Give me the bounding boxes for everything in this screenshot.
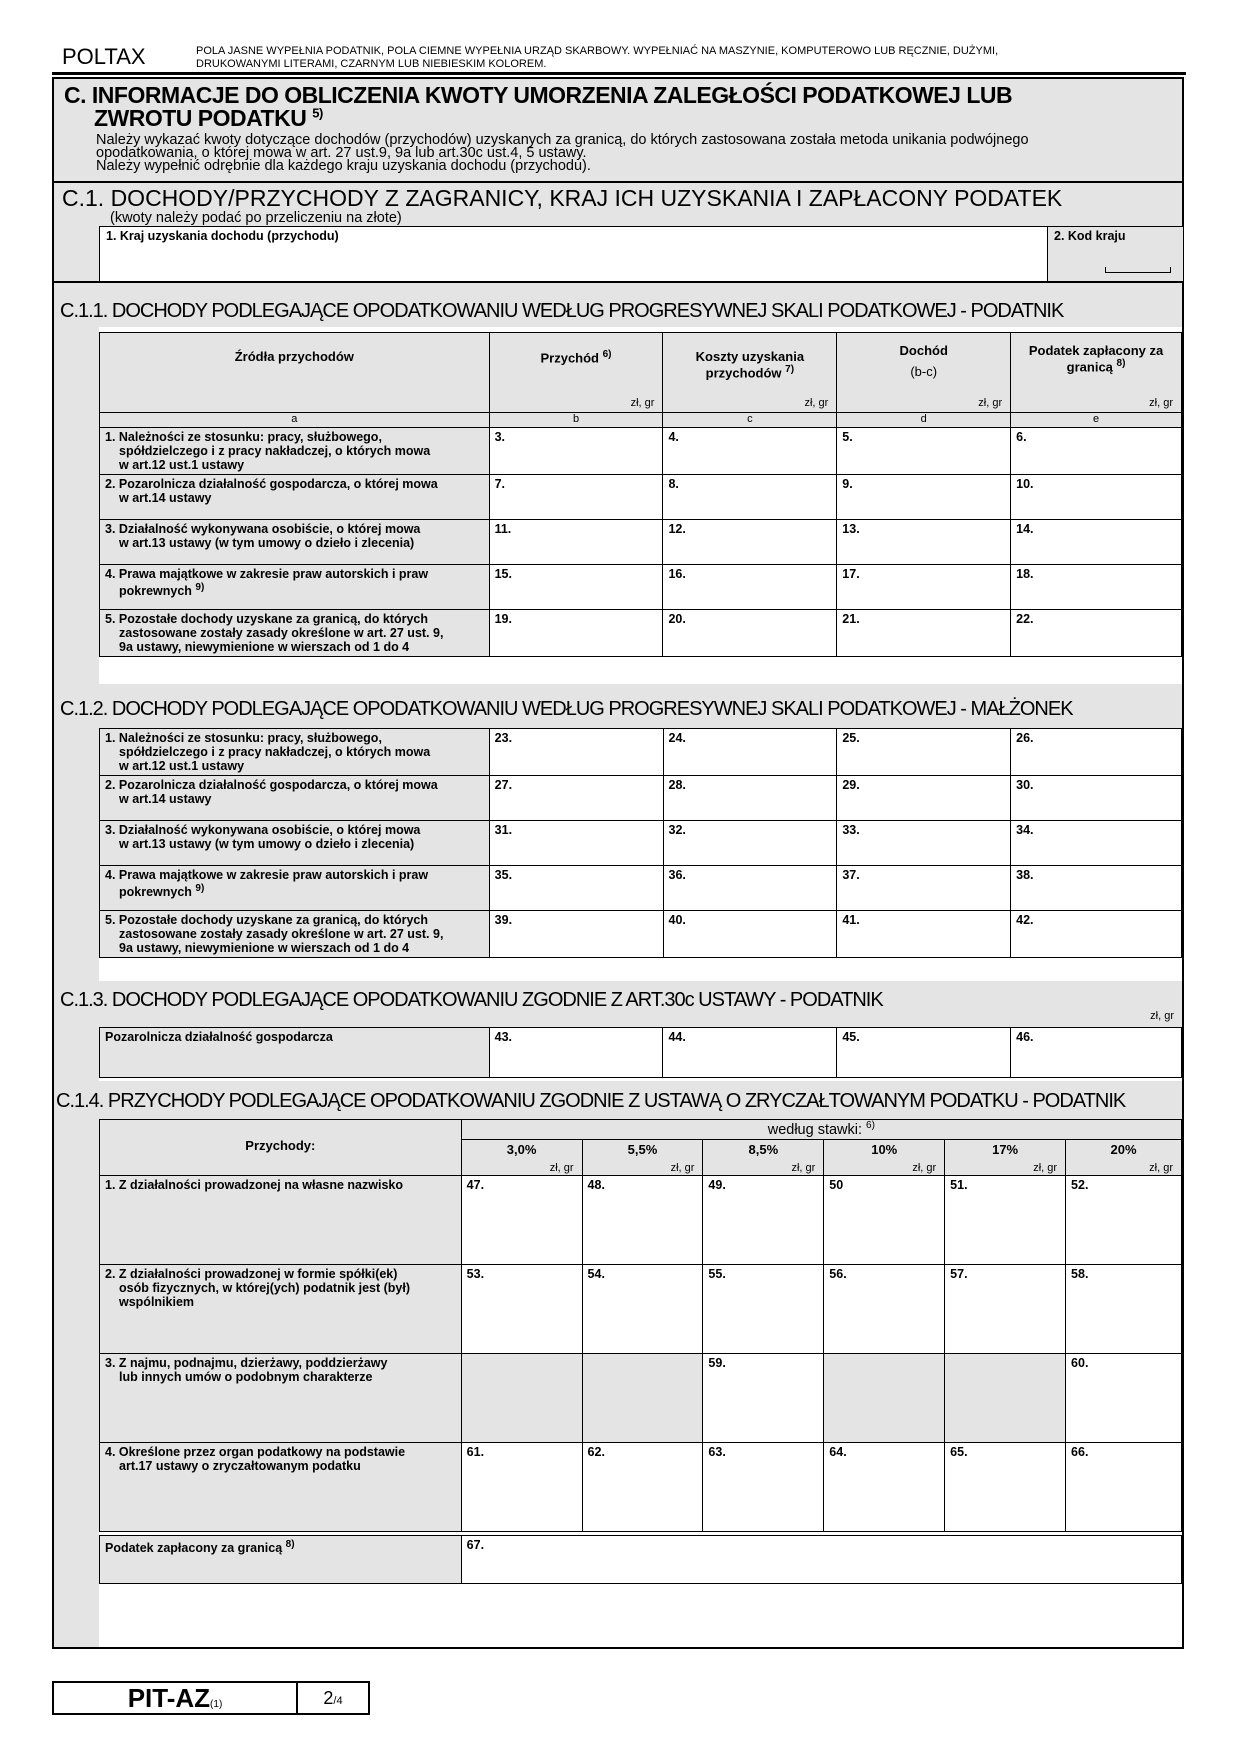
instruction-line-1: POLA JASNE WYPEŁNIA PODATNIK, POLA CIEMNE WYPEŁNIA URZĄD SKARBOWY. WYPEŁNIAĆ NA MASZYNIE, KOMPUTEROWO LUB RĘCZNIE, DUŻYMI, xyxy=(196,45,999,57)
input-cell[interactable]: 29. xyxy=(837,776,1011,821)
row-label-line: art.17 ustawy o zryczałtowanym podatku xyxy=(119,1459,361,1473)
rate-column-header xyxy=(461,1140,582,1176)
row-label xyxy=(100,729,490,776)
row-label-line: 2. Pozarolnicza działalność gospodarcza, o której mowa xyxy=(105,778,438,792)
table-row xyxy=(100,729,1182,776)
form-footer xyxy=(52,1681,370,1715)
row-label-line: 4. Prawa majątkowe w zakresie praw autorskich i praw xyxy=(105,868,429,882)
col-header-revenue xyxy=(489,333,663,413)
section-c11-title: C.1.1. DOCHODY PODLEGAJĄCE OPODATKOWANIU WEDŁUG PROGRESYWNEJ SKALI PODATKOWEJ - PODATNIK xyxy=(60,300,1064,322)
input-cell[interactable]: 19. xyxy=(489,610,663,657)
row-label xyxy=(100,866,490,911)
row-label xyxy=(100,428,490,475)
row-label xyxy=(100,610,490,657)
zl-gr-label: zł, gr xyxy=(912,1162,937,1174)
country-code-boxes xyxy=(1105,267,1171,273)
input-cell[interactable]: 65. xyxy=(945,1443,1066,1532)
revenues-label: Przychody: xyxy=(245,1138,316,1153)
footnote-ref: 7) xyxy=(785,364,795,375)
row-label xyxy=(100,565,490,610)
section-c12-band xyxy=(54,684,1182,728)
form-name: PIT-AZ xyxy=(127,1683,211,1713)
section-c11-band xyxy=(54,283,1182,327)
rate-label: 3,0% xyxy=(506,1142,537,1157)
input-cell[interactable]: 55. xyxy=(703,1265,824,1354)
zl-gr-label: zł, gr xyxy=(630,397,655,409)
row-label xyxy=(100,911,490,958)
table-row xyxy=(100,1354,1182,1443)
row-label-line: 3. Działalność wykonywana osobiście, o której mowa xyxy=(105,823,421,837)
rate-label: 20% xyxy=(1110,1142,1137,1157)
desc-line-3: Należy wypełnić odrębnie dla każdego kraju uzyskania dochodu (przychodu). xyxy=(96,158,591,174)
col-header-foreign-tax xyxy=(1011,333,1182,413)
row-label-line: pokrewnych xyxy=(119,584,192,599)
row-label-line: zastosowane zostały zasady określone w art. 27 ust. 9, xyxy=(119,927,444,941)
input-cell[interactable]: 21. xyxy=(837,610,1011,657)
row-label-line: 9a ustawy, niewymienione w wierszach od 1 do 4 xyxy=(119,640,410,654)
input-cell[interactable]: 54. xyxy=(582,1265,703,1354)
row-label-line: zastosowane zostały zasady określone w art. 27 ust. 9, xyxy=(119,626,444,640)
row-label-line: 3. Z najmu, podnajmu, dzierżawy, poddzierżawy xyxy=(105,1356,388,1370)
poltax-logo: POLTAX xyxy=(62,44,146,69)
input-cell[interactable]: 61. xyxy=(461,1443,582,1532)
table-row xyxy=(100,1536,1182,1584)
input-cell[interactable]: 28. xyxy=(663,776,837,821)
table-row xyxy=(100,565,1182,610)
col-d-label: Dochód xyxy=(899,343,948,358)
c14-rows xyxy=(100,1176,1182,1532)
row-label-line: spółdzielczego i z pracy nakładczej, o których mowa xyxy=(119,745,431,759)
input-cell[interactable]: 15. xyxy=(489,565,663,610)
footnote-ref: 6) xyxy=(602,349,612,360)
row-label-line: 2. Z działalności prowadzonej w formie spółki(ek) xyxy=(105,1267,398,1281)
zl-gr-label: zł, gr xyxy=(1150,1010,1174,1022)
c11-rows xyxy=(100,428,1182,657)
col-e-label-1: Podatek zapłacony za xyxy=(1028,343,1164,358)
section-c-title-line2 xyxy=(94,105,323,132)
form-variant: (1) xyxy=(210,1699,223,1710)
row-label xyxy=(100,821,490,866)
col-letter: a xyxy=(100,413,490,428)
foreign-tax-text: Podatek zapłacony za granicą xyxy=(105,1541,283,1556)
input-cell[interactable]: 31. xyxy=(489,821,663,866)
input-cell xyxy=(582,1354,703,1443)
col-header-sources xyxy=(100,333,490,413)
col-b-label: Przychód xyxy=(540,350,599,366)
input-cell[interactable]: 64. xyxy=(824,1443,945,1532)
zl-gr-label: zł, gr xyxy=(670,1162,695,1174)
input-cell[interactable]: 66. xyxy=(1066,1443,1182,1532)
row-label-line: lub innych umów o podobnym charakterze xyxy=(119,1370,373,1384)
row-label-line: w art.12 ust.1 ustawy xyxy=(119,759,245,773)
footnote-ref: 5) xyxy=(312,105,323,121)
input-cell[interactable]: 34. xyxy=(1011,821,1182,866)
section-c-title-text: ZWROTU PODATKU xyxy=(94,105,307,131)
col-a-label: Źródła przychodów xyxy=(234,349,354,364)
table-row xyxy=(100,1028,1182,1078)
input-cell[interactable]: 53. xyxy=(461,1265,582,1354)
row-label xyxy=(100,776,490,821)
page-current: 2 xyxy=(323,1688,334,1708)
input-cell[interactable]: 25. xyxy=(837,729,1011,776)
zl-gr-label: zł, gr xyxy=(791,1162,816,1174)
row-label xyxy=(100,1443,462,1532)
input-cell[interactable]: 50 xyxy=(824,1176,945,1265)
section-c14-title: C.1.4. PRZYCHODY PODLEGAJĄCE OPODATKOWANIU ZGODNIE Z USTAWĄ O ZRYCZAŁTOWANYM PODATKU - PODATNIK xyxy=(56,1090,1126,1112)
section-c-header xyxy=(54,79,1182,183)
input-cell xyxy=(461,1354,582,1443)
country-code-label: 2. Kod kraju xyxy=(1054,229,1126,243)
section-c12-title: C.1.2. DOCHODY PODLEGAJĄCE OPODATKOWANIU WEDŁUG PROGRESYWNEJ SKALI PODATKOWEJ - MAŁŻONEK xyxy=(60,698,1073,720)
fill-instructions xyxy=(196,45,1156,71)
table-row xyxy=(100,1176,1182,1265)
input-cell[interactable]: 4. xyxy=(663,428,837,475)
col-header-income xyxy=(837,333,1011,413)
desc-line-2: opodatkowania, o której mowa w art. 27 ust.9, 9a lub art.30c ust.4, 5 ustawy. xyxy=(96,145,587,161)
footnote-ref: 9) xyxy=(195,883,205,894)
country-code-field xyxy=(1048,227,1183,281)
input-cell[interactable]: 38. xyxy=(1011,866,1182,911)
section-c-description xyxy=(96,134,1029,173)
input-cell[interactable]: 43. xyxy=(489,1028,663,1078)
col-e-label-2: granicą xyxy=(1066,359,1113,375)
rate-label: 8,5% xyxy=(748,1142,779,1157)
input-cell[interactable]: 45. xyxy=(837,1028,1011,1078)
row-label-line: 3. Działalność wykonywana osobiście, o której mowa xyxy=(105,522,421,536)
rate-column-header xyxy=(703,1140,824,1176)
row-label: Pozarolnicza działalność gospodarcza xyxy=(100,1028,490,1078)
table-row xyxy=(100,776,1182,821)
input-cell[interactable]: 26. xyxy=(1011,729,1182,776)
input-cell[interactable]: 39. xyxy=(489,911,663,958)
input-cell[interactable]: 63. xyxy=(703,1443,824,1532)
rates-header-text: według stawki: xyxy=(767,1121,863,1138)
country-name-field[interactable] xyxy=(100,227,1048,281)
input-cell[interactable]: 62. xyxy=(582,1443,703,1532)
zl-gr-label: zł, gr xyxy=(549,1162,574,1174)
input-cell[interactable]: 8. xyxy=(663,475,837,520)
input-cell[interactable]: 59. xyxy=(703,1354,824,1443)
table-row xyxy=(100,475,1182,520)
form-frame xyxy=(52,77,1184,1649)
section-c1 xyxy=(54,183,1182,283)
input-cell[interactable]: 27. xyxy=(489,776,663,821)
footnote-ref: 8) xyxy=(285,1539,295,1550)
row-label-line: osób fizycznych, w której(ych) podatnik jest (był) xyxy=(119,1281,411,1295)
row-label xyxy=(100,520,490,565)
table-row xyxy=(100,866,1182,911)
input-cell[interactable]: 44. xyxy=(663,1028,837,1078)
rate-label: 17% xyxy=(992,1142,1019,1157)
input-cell[interactable]: 47. xyxy=(461,1176,582,1265)
input-cell[interactable]: 20. xyxy=(663,610,837,657)
footnote-ref: 8) xyxy=(1116,358,1126,369)
table-row xyxy=(100,911,1182,958)
section-c13-band xyxy=(54,981,1182,1027)
input-cell[interactable]: 56. xyxy=(824,1265,945,1354)
row-label-line: w art.13 ustawy (w tym umowy o dzieło i zlecenia) xyxy=(119,837,415,851)
row-label-line: 9a ustawy, niewymienione w wierszach od 1 do 4 xyxy=(119,941,410,955)
desc-line-1: Należy wykazać kwoty dotyczące dochodów (przychodów) uzyskanych za granicą, do których zastosowana została metoda unikania podwójnego xyxy=(96,132,1029,148)
zl-gr-label: zł, gr xyxy=(978,397,1003,409)
zl-gr-label: zł, gr xyxy=(1149,397,1173,409)
col-letter: c xyxy=(663,413,837,428)
c12-rows xyxy=(100,729,1182,958)
input-cell[interactable]: 17. xyxy=(837,565,1011,610)
input-cell[interactable]: 33. xyxy=(837,821,1011,866)
input-cell[interactable]: 35. xyxy=(489,866,663,911)
rates-header xyxy=(461,1120,1181,1140)
input-cell[interactable]: 60. xyxy=(1066,1354,1182,1443)
country-name-label: 1. Kraj uzyskania dochodu (przychodu) xyxy=(106,229,339,243)
col-c-label-1: Koszty uzyskania xyxy=(695,349,805,364)
row-label-line: 4. Określone przez organ podatkowy na podstawie xyxy=(105,1445,406,1459)
section-c1-subtitle: (kwoty należy podać po przeliczeniu na złote) xyxy=(110,210,402,226)
rate-label: 10% xyxy=(871,1142,898,1157)
table-row xyxy=(100,610,1182,657)
input-cell[interactable]: 14. xyxy=(1011,520,1182,565)
c13-table xyxy=(99,1027,1182,1078)
c14-table xyxy=(99,1119,1182,1584)
input-cell[interactable]: 46. xyxy=(1011,1028,1182,1078)
page-total: /4 xyxy=(333,1695,343,1707)
input-cell[interactable]: 48. xyxy=(582,1176,703,1265)
input-cell[interactable]: 57. xyxy=(945,1265,1066,1354)
row-label-line: 1. Należności ze stosunku: pracy, służbowego, xyxy=(105,430,382,444)
col-letter: e xyxy=(1011,413,1182,428)
rate-column-header xyxy=(1066,1140,1182,1176)
input-cell[interactable]: 5. xyxy=(837,428,1011,475)
input-cell[interactable]: 13. xyxy=(837,520,1011,565)
zl-gr-label: zł, gr xyxy=(1033,1162,1058,1174)
input-cell[interactable]: 49. xyxy=(703,1176,824,1265)
table-row xyxy=(100,428,1182,475)
rate-column-header xyxy=(824,1140,945,1176)
input-cell[interactable]: 9. xyxy=(837,475,1011,520)
row-label-line: 5. Pozostałe dochody uzyskane za granicą, do których xyxy=(105,612,429,626)
c11-table xyxy=(99,332,1182,657)
input-cell[interactable]: 52. xyxy=(1066,1176,1182,1265)
rate-label: 5,5% xyxy=(627,1142,658,1157)
country-row xyxy=(99,226,1182,281)
foreign-tax-label xyxy=(100,1536,462,1584)
table-row xyxy=(100,821,1182,866)
input-cell[interactable]: 16. xyxy=(663,565,837,610)
input-cell[interactable]: 30. xyxy=(1011,776,1182,821)
row-label xyxy=(100,1354,462,1443)
row-label-line: 2. Pozarolnicza działalność gospodarcza, o której mowa xyxy=(105,477,438,491)
rate-column-header xyxy=(945,1140,1066,1176)
col-letter: d xyxy=(837,413,1011,428)
input-cell[interactable]: 10. xyxy=(1011,475,1182,520)
col-d-formula: (b-c) xyxy=(910,364,938,379)
page-number xyxy=(298,1683,368,1713)
row-label-line: pokrewnych xyxy=(119,885,192,900)
col-header-revenues xyxy=(100,1120,462,1176)
table-row xyxy=(100,1443,1182,1532)
zl-gr-label: zł, gr xyxy=(804,397,829,409)
table-row xyxy=(100,520,1182,565)
top-rule xyxy=(52,72,1186,75)
section-c-title-line1: C. INFORMACJE DO OBLICZENIA KWOTY UMORZENIA ZALEGŁOŚCI PODATKOWEJ LUB xyxy=(64,82,1013,108)
row-label-line: 1. Należności ze stosunku: pracy, służbowego, xyxy=(105,731,382,745)
input-cell[interactable]: 6. xyxy=(1011,428,1182,475)
input-cell[interactable]: 23. xyxy=(489,729,663,776)
section-c13-title: C.1.3. DOCHODY PODLEGAJĄCE OPODATKOWANIU ZGODNIE Z ART.30c USTAWY - PODATNIK xyxy=(60,989,883,1011)
row-label-line: 5. Pozostałe dochody uzyskane za granicą, do których xyxy=(105,913,429,927)
input-cell[interactable]: 41. xyxy=(837,911,1011,958)
col-header-costs xyxy=(663,333,837,413)
row-label xyxy=(100,1176,462,1265)
col-c-label-2: przychodów xyxy=(705,365,782,381)
table-row xyxy=(100,1265,1182,1354)
input-cell[interactable]: 37. xyxy=(837,866,1011,911)
row-label-line: spółdzielczego i z pracy nakładczej, o których mowa xyxy=(119,444,431,458)
footnote-ref: 6) xyxy=(866,1120,875,1131)
footnote-ref: 9) xyxy=(195,582,205,593)
input-cell[interactable]: 3. xyxy=(489,428,663,475)
input-cell[interactable]: 18. xyxy=(1011,565,1182,610)
input-cell xyxy=(945,1354,1066,1443)
input-cell[interactable]: 51. xyxy=(945,1176,1066,1265)
input-cell xyxy=(824,1354,945,1443)
row-label-line: w art.13 ustawy (w tym umowy o dzieło i zlecenia) xyxy=(119,536,415,550)
row-label xyxy=(100,475,490,520)
row-label xyxy=(100,1265,462,1354)
col-letter: b xyxy=(489,413,663,428)
input-cell[interactable]: 42. xyxy=(1011,911,1182,958)
row-label-line: w art.12 ust.1 ustawy xyxy=(119,458,245,472)
c12-table xyxy=(99,728,1182,958)
input-cell[interactable]: 22. xyxy=(1011,610,1182,657)
input-cell[interactable]: 40. xyxy=(663,911,837,958)
row-label-line: w art.14 ustawy xyxy=(119,491,212,505)
input-cell[interactable]: 11. xyxy=(489,520,663,565)
row-label-line: 4. Prawa majątkowe w zakresie praw autorskich i praw xyxy=(105,567,429,581)
row-label-line: wspólnikiem xyxy=(119,1295,195,1309)
input-cell[interactable]: 7. xyxy=(489,475,663,520)
input-cell[interactable]: 36. xyxy=(663,866,837,911)
section-c14-band xyxy=(54,1081,1182,1121)
zl-gr-label: zł, gr xyxy=(1149,1162,1173,1174)
input-cell[interactable]: 24. xyxy=(663,729,837,776)
rate-column-header xyxy=(582,1140,703,1176)
row-label-line: w art.14 ustawy xyxy=(119,792,212,806)
input-cell[interactable]: 12. xyxy=(663,520,837,565)
section-c1-title: C.1. DOCHODY/PRZYCHODY Z ZAGRANICY, KRAJ ICH UZYSKANIA I ZAPŁACONY PODATEK xyxy=(62,185,1063,211)
instruction-line-2: DRUKOWANYMI LITERAMI, CZARNYM LUB NIEBIESKIM KOLOREM. xyxy=(196,58,547,70)
foreign-tax-input[interactable]: 67. xyxy=(461,1536,1181,1584)
row-label-line: 1. Z działalności prowadzonej na własne nazwisko xyxy=(105,1178,403,1192)
input-cell[interactable]: 32. xyxy=(663,821,837,866)
input-cell[interactable]: 58. xyxy=(1066,1265,1182,1354)
form-id xyxy=(54,1683,298,1713)
